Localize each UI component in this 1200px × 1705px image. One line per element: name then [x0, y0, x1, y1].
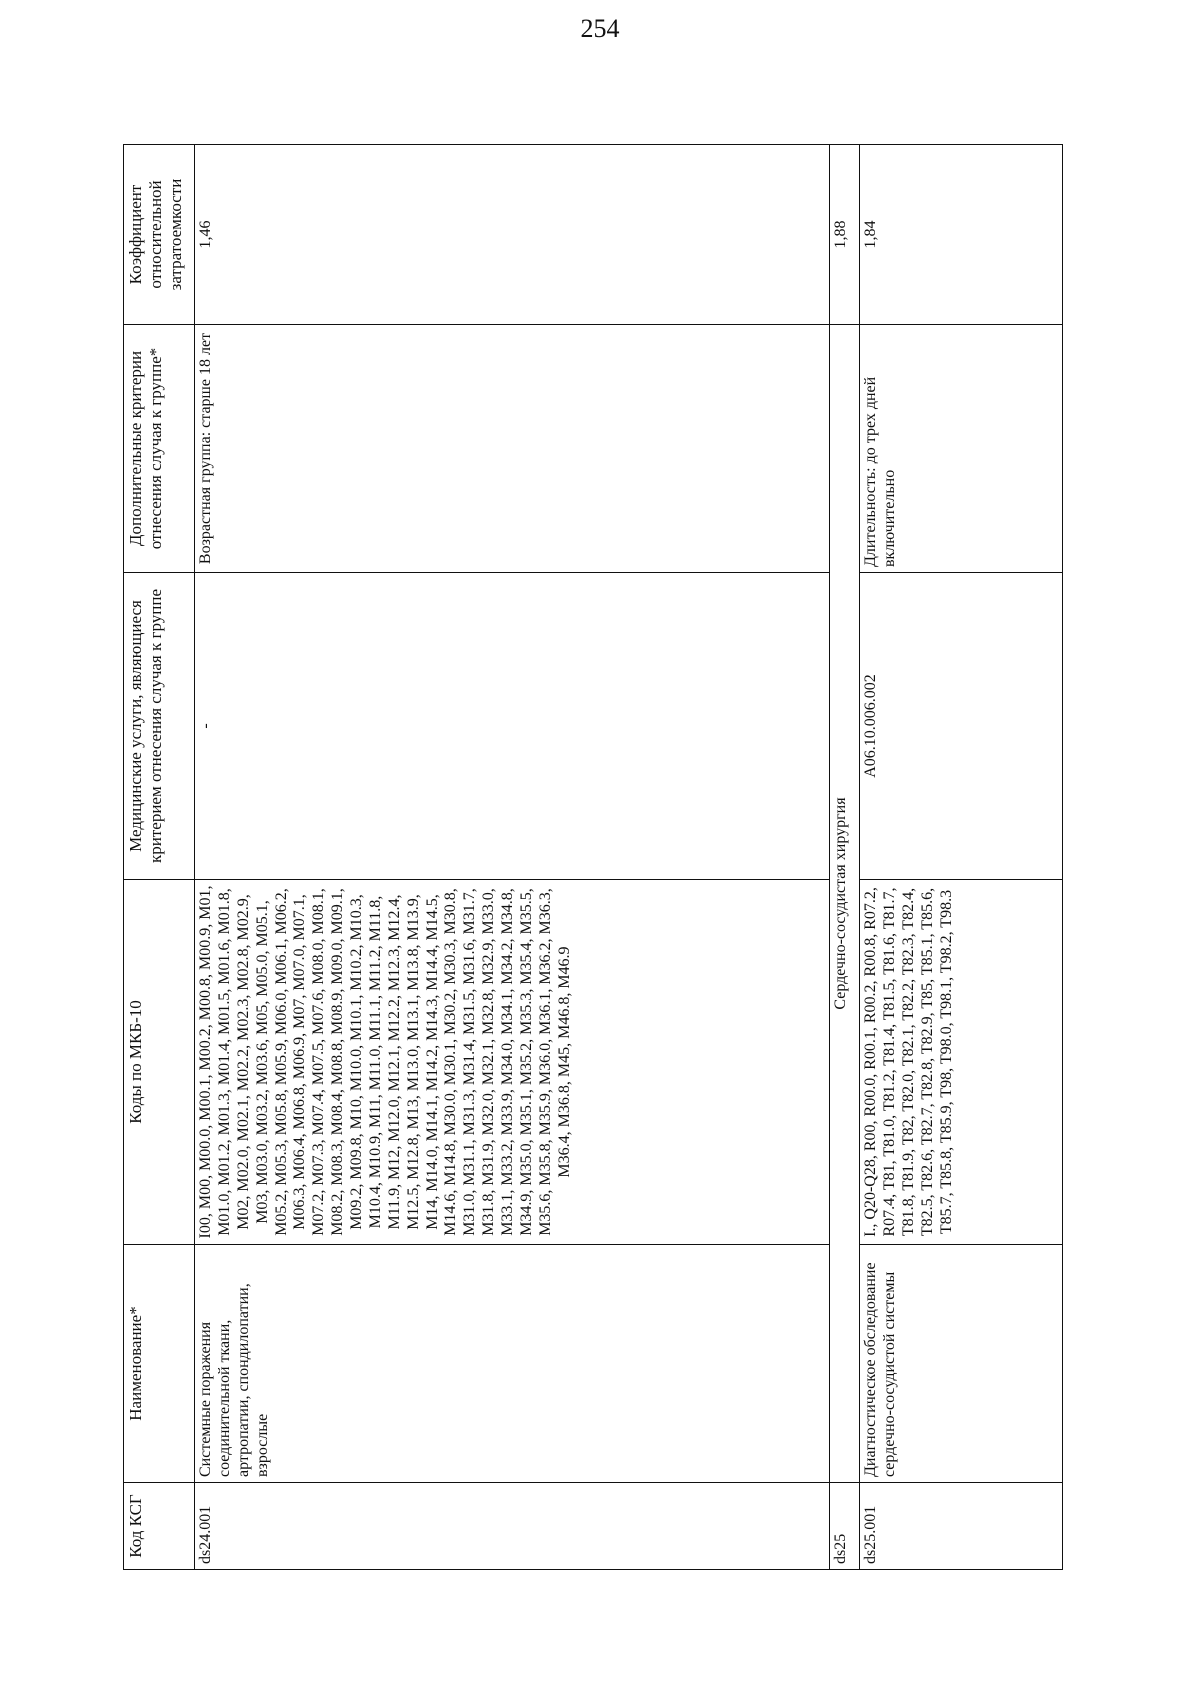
row-coefficient: 1,84 — [860, 145, 1063, 325]
row-name: Диагностическое обследование сердечно-сосудистой системы — [860, 1245, 1063, 1483]
row-name: Системные поражения соединительной ткани, артропатии, спондилопатии, взрослые — [195, 1245, 830, 1483]
row-code: ds24.001 — [195, 1483, 830, 1570]
header-name: Наименование* — [124, 1245, 195, 1483]
row-services: A06.10.006.002 — [860, 573, 1063, 880]
table-row — [195, 145, 830, 1570]
row-icd-codes: I00, M00, M00.0, M00.1, M00.2, M00.8, M00.9, M01, M01.0, M01.2, M01.3, M01.4, M01.5, M01.6, M01.8, M02, M02.0, M02.1, M02.2, M02.3, M02.8, M02.9, M03, M03.0, M03.2, M03.6, M05, M05.0, M05.1, M05.2, M05.3, M05.8, M05.9, M06.0, M06.1, M06.2, M06.3, M06.4, M06.8, M06.9, M07, M07.0, M07.1, M07.2, M07.3, M07.4, M07.5, M07.6, M08.0, M08.1, M08.2, M08.3, M08.4, M08.8, M08.9, M09.0, M09.1, M09.2, M09.8, M10, M10.0, M10.1, M10.2, M10.3, M10.4, M10.9, M11, M11.0, M11.1, M11.2, M11.8, M11.9, M12, M12.0, M12.1, M12.2, M12.3, M12.4, M12.5, M12.8, M13, M13.0, M13.1, M13.8, M13.9, M14, M14.0, M14.1, M14.2, M14.3, M14.4, M14.5, M14.6, M14.8, M30.0, M30.1, M30.2, M30.3, M30.8, M31.0, M31.1, M31.3, M31.4, M31.5, M31.6, M31.7, M31.8, M31.9, M32.0, M32.1, M32.8, M32.9, M33.0, M33.1, M33.2, M33.9, M34.0, M34.1, M34.2, M34.8, M34.9, M35.0, M35.1, M35.2, M35.3, M35.4, M35.5, M35.6, M35.8, M35.9, M36.0, M36.1, M36.2, M36.3, M36.4, M36.8, M45, M46.8, M46.9 — [195, 880, 830, 1245]
row-code: ds25.001 — [860, 1483, 1063, 1570]
section-row — [830, 145, 860, 1570]
header-code: Код КСГ — [124, 1483, 195, 1570]
row-extra-criteria: Длительность: до трех дней включительно — [860, 325, 1063, 573]
row-coefficient: 1,46 — [195, 145, 830, 325]
header-services: Медицинские услуги, являющиеся критерием отнесения случая к группе — [124, 573, 195, 880]
ksg-table — [123, 144, 1063, 1570]
section-code: ds25 — [830, 1483, 860, 1570]
rotated-table-container — [123, 145, 1063, 1570]
page-number: 254 — [580, 14, 620, 43]
table-row — [860, 145, 1063, 1570]
row-extra-criteria: Возрастная группа: старше 18 лет — [195, 325, 830, 573]
section-title: Сердечно-сосудистая хирургия — [830, 325, 860, 1483]
section-coefficient: 1,88 — [830, 145, 860, 325]
header-icd: Коды по МКБ-10 — [124, 880, 195, 1245]
header-coef: Коэффициент относительной затратоемкости — [124, 145, 195, 325]
table-header-row — [124, 145, 195, 1570]
row-icd-codes: I., Q20-Q28, R00, R00.0, R00.1, R00.2, R00.8, R07.2, R07.4, T81, T81.0, T81.2, T81.4, T81.5, T81.6, T81.7, T81.8, T81.9, T82, T82.0, T82.1, T82.2, T82.3, T82.4, T82.5, T82.6, T82.7, T82.8, T82.9, T85, T85.1, T85.6, T85.7, T85.8, T85.9, T98, T98.0, T98.1, T98.2, T98.3 — [860, 880, 1063, 1245]
row-services: - — [195, 573, 830, 880]
header-extra: Дополнительные критерии отнесения случая к группе* — [124, 325, 195, 573]
